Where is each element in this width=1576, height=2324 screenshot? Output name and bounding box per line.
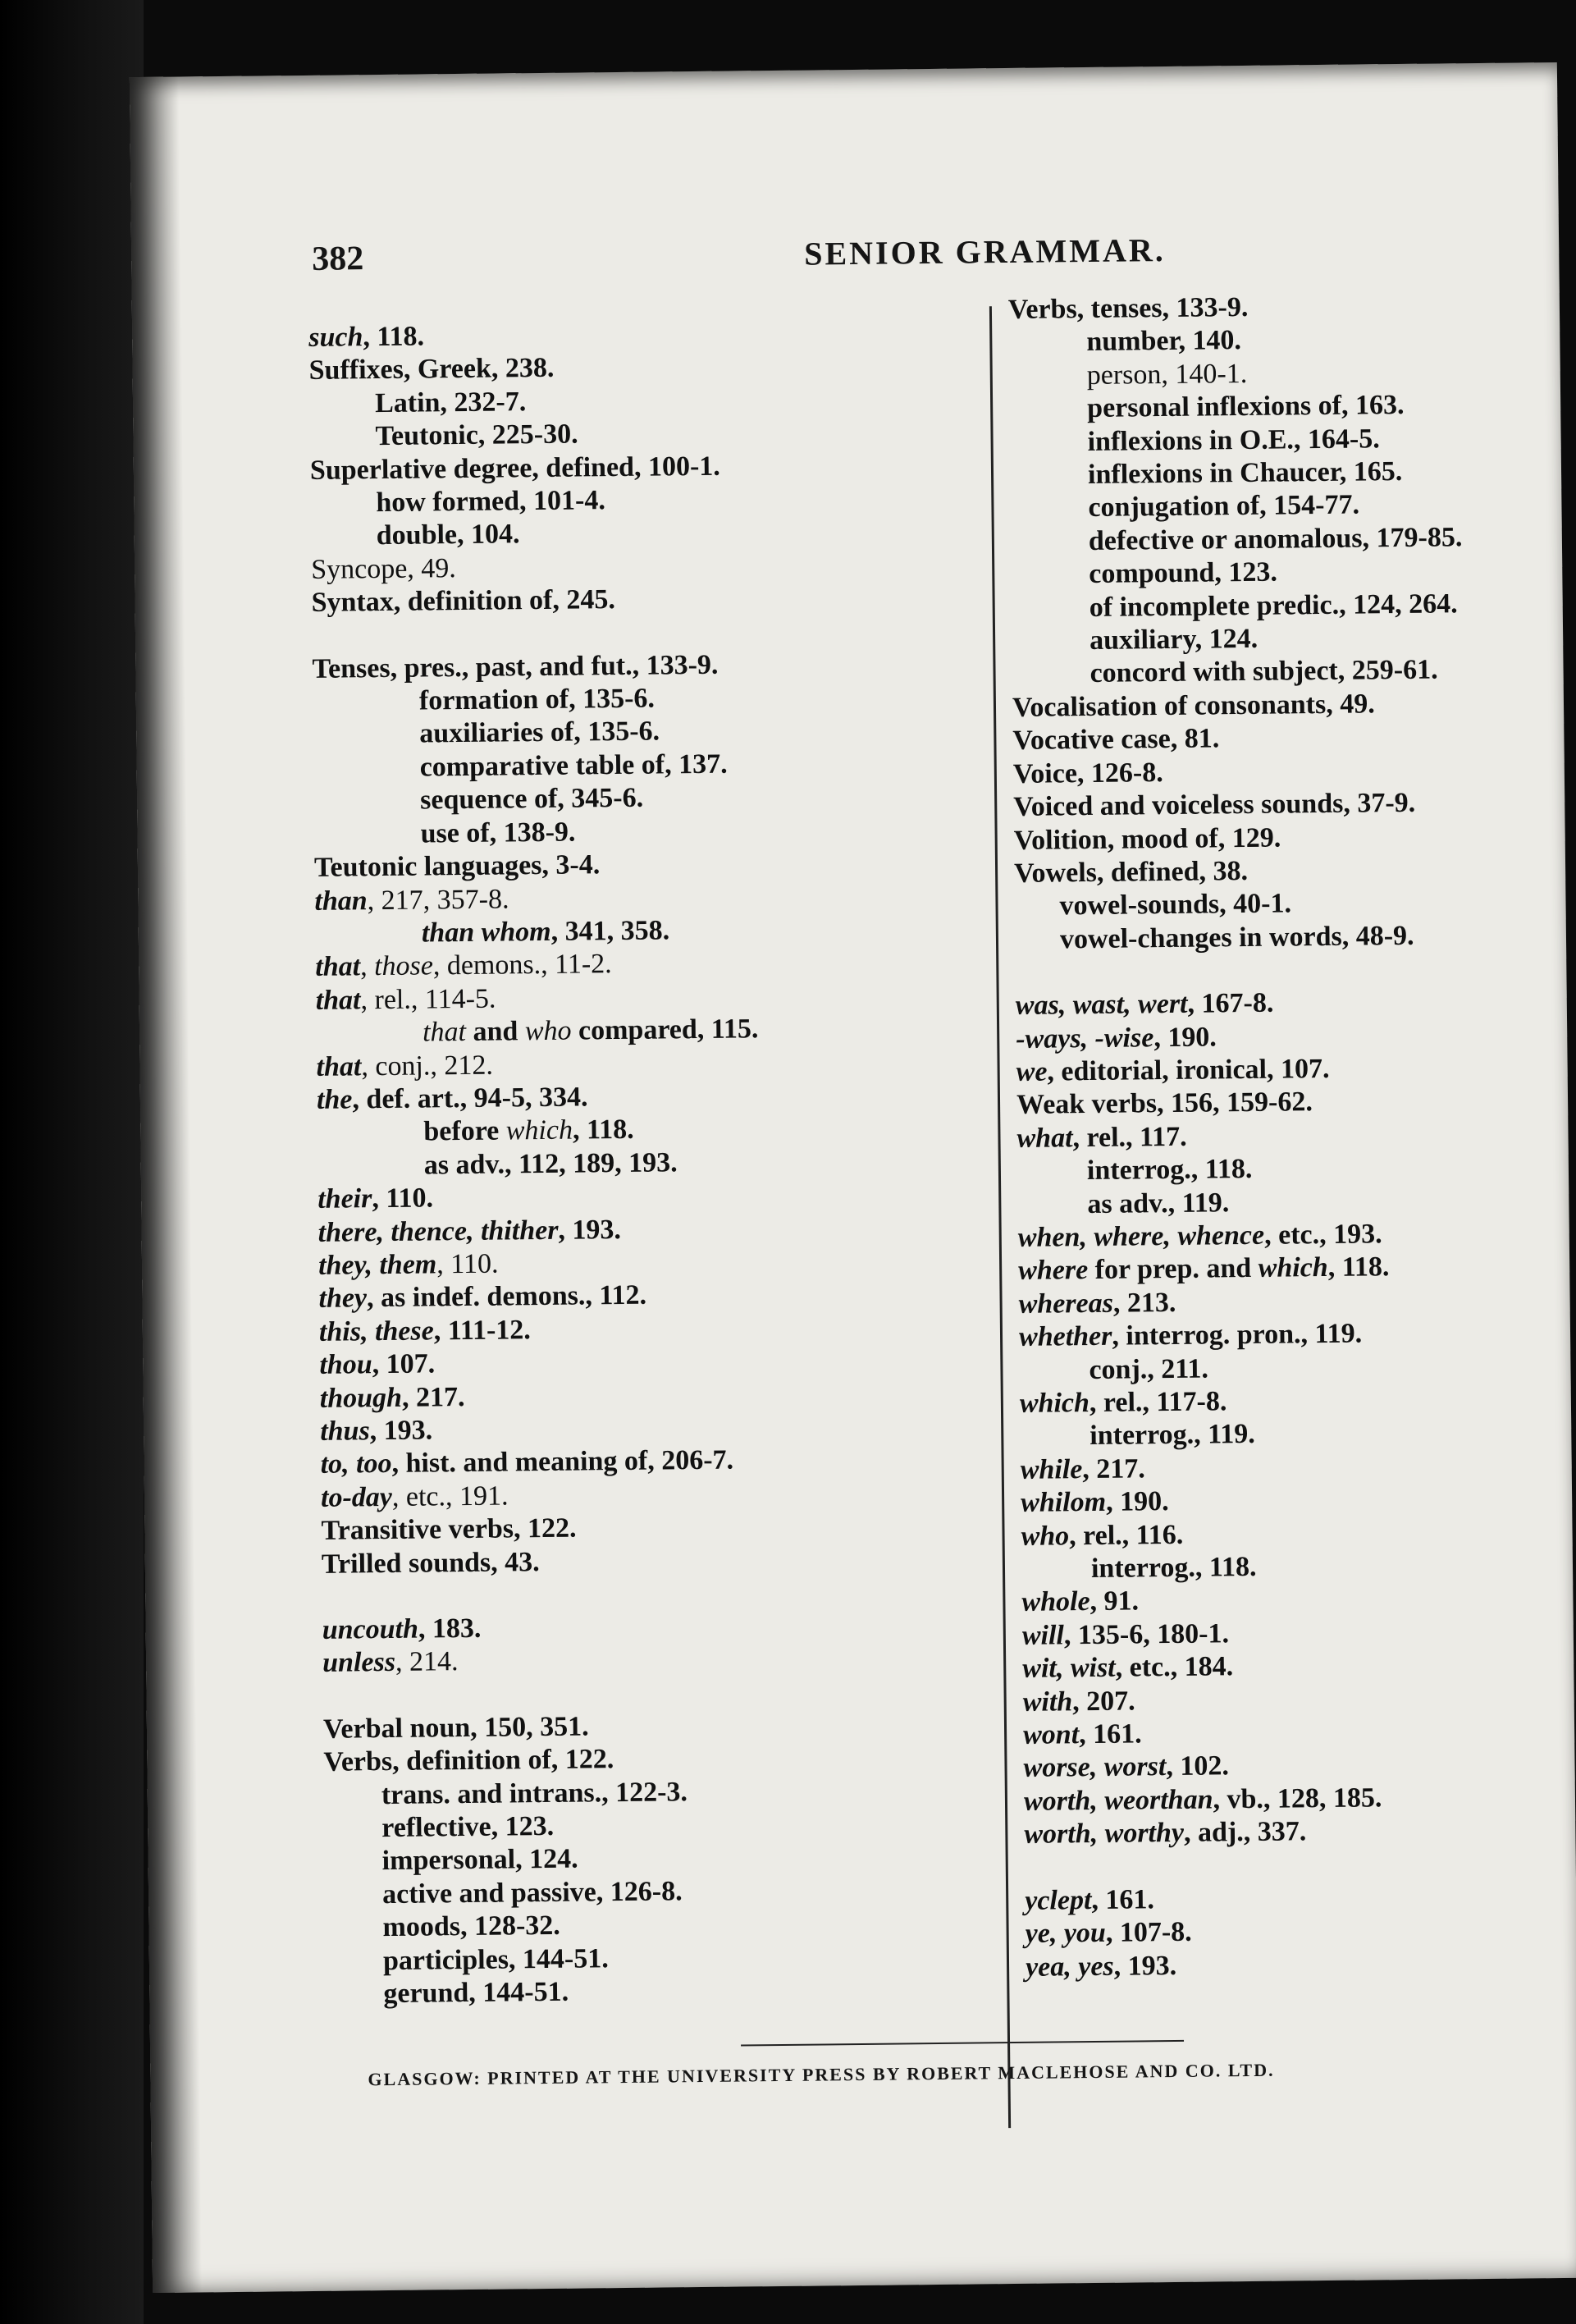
index-entry-text: ye, you	[1025, 1917, 1107, 1949]
index-entry-text: , hist. and meaning of, 206-7.	[391, 1444, 734, 1480]
index-entry-text: uncouth	[322, 1613, 419, 1645]
index-entry-text: which	[1019, 1388, 1090, 1419]
index-entry-text: , 193.	[1113, 1950, 1177, 1982]
index-entry	[1012, 719, 1576, 758]
index-entry-text: Weak verbs, 156, 159-62.	[1016, 1087, 1313, 1121]
index-entry-text: interrog., 118.	[1086, 1154, 1253, 1187]
index-entry	[1014, 818, 1576, 858]
index-entry-text: Voice, 126-8.	[1012, 757, 1163, 789]
index-entry	[1023, 1713, 1576, 1753]
index-entry-text: whole	[1021, 1586, 1090, 1618]
index-entry-text: , 161.	[1091, 1883, 1155, 1915]
index-entry	[1025, 1912, 1576, 1951]
index-entry-text: , as indef. demons., 112.	[366, 1280, 647, 1314]
index-entry	[1020, 1415, 1576, 1454]
index-entry	[1013, 785, 1576, 825]
index-entry-text: auxiliaries of, 135-6.	[419, 716, 660, 749]
index-entry-text: what	[1016, 1122, 1073, 1154]
index-entry-text: , 102.	[1166, 1750, 1230, 1782]
index-entry-text: unless	[322, 1647, 396, 1679]
index-entry-text: that	[316, 1050, 362, 1082]
index-entry-text: personal inflexions of, 163.	[1087, 390, 1405, 424]
index-entry-text: auxiliary, 124.	[1089, 623, 1259, 656]
index-entry-text: , demons., 11-2.	[432, 949, 612, 981]
index-entry-text: conjugation of, 154-77.	[1088, 489, 1360, 524]
index-entry-text: gerund, 144-51.	[383, 1976, 569, 2010]
index-entry-text: they	[318, 1283, 368, 1315]
index-entry	[326, 1971, 1015, 2011]
index-entry	[1017, 1150, 1576, 1189]
index-entry-text: impersonal, 124.	[381, 1844, 578, 1877]
index-entry-text: of incomplete predic., 124, 264.	[1089, 588, 1458, 623]
index-entry	[1021, 1581, 1576, 1620]
index-entry-text: , 190.	[1153, 1021, 1217, 1053]
index-entry	[1018, 1249, 1576, 1288]
index-entry-text: wit, wist	[1022, 1652, 1116, 1685]
index-entry-text: double, 104.	[376, 519, 520, 551]
index-entry	[1010, 454, 1576, 493]
index-entry	[1024, 1780, 1576, 1819]
index-entry-text: there, thence, thither	[317, 1215, 559, 1248]
index-entry-text: where	[1018, 1255, 1089, 1287]
index-entry-text: , 107.	[372, 1348, 436, 1380]
index-entry-text: , etc., 193.	[1263, 1219, 1382, 1251]
index-column-right	[1008, 288, 1576, 1984]
index-entry-text: this, these	[318, 1315, 434, 1347]
index-entry	[1012, 620, 1576, 659]
index-entry	[1021, 1514, 1576, 1553]
index-entry-text: , 161.	[1078, 1718, 1142, 1750]
index-entry-text: that	[315, 951, 361, 983]
index-entry-text: the	[316, 1084, 353, 1115]
printer-imprint: GLASGOW: PRINTED AT THE UNIVERSITY PRESS BY ROBERT MACLEHOSE AND CO. LTD.	[368, 2059, 1275, 2090]
index-entry	[1021, 1448, 1576, 1487]
index-entry	[1012, 586, 1576, 625]
index-entry-text: was, wast, wert	[1015, 988, 1188, 1022]
index-entry-text: Vocalisation of consonants, 49.	[1012, 689, 1375, 723]
index-entry	[1013, 752, 1576, 791]
index-entry	[1019, 1315, 1576, 1355]
index-entry-text: as adv., 112, 189, 193.	[423, 1147, 678, 1181]
index-entry-text: , 217.	[1082, 1453, 1146, 1485]
index-entry-text: how formed, 101-4.	[376, 485, 606, 519]
index-entry-text: interrog., 118.	[1090, 1551, 1257, 1585]
index-entry-text: Teutonic languages, 3-4.	[313, 849, 601, 883]
index-entry-text: concord with subject, 259-61.	[1089, 654, 1438, 689]
index-entry	[1020, 1382, 1576, 1421]
index-entry-text: ,	[359, 951, 375, 982]
index-entry-text: though	[319, 1382, 403, 1414]
index-entry-text: comparative table of, 137.	[419, 748, 728, 783]
index-entry	[1011, 520, 1576, 560]
index-entry-text: , etc., 184.	[1115, 1651, 1234, 1683]
index-entry-text: while	[1020, 1453, 1083, 1485]
index-entry-text: defective or anomalous, 179-85.	[1088, 522, 1463, 556]
index-entry-text: trans. and intrans., 122-3.	[381, 1776, 688, 1810]
index-entry-text: number, 140.	[1086, 325, 1242, 358]
index-entry	[1015, 917, 1576, 957]
index-entry-text: vowel-sounds, 40-1.	[1059, 888, 1292, 922]
index-entry-text: they, them	[317, 1249, 437, 1281]
index-entry	[1014, 885, 1576, 924]
index-entry-text: , editorial, ironical, 107.	[1047, 1053, 1330, 1087]
index-entry-text: worth, weorthan	[1023, 1784, 1213, 1817]
index-entry-text: who	[524, 1015, 572, 1047]
index-entry-text: vowel-changes in words, 48-9.	[1059, 920, 1414, 955]
index-entry-text: , 217.	[401, 1381, 465, 1413]
index-entry-text: , 167-8.	[1187, 987, 1274, 1019]
index-entry-text: and	[465, 1016, 526, 1048]
index-entry-text: Teutonic, 225-30.	[375, 419, 578, 452]
index-entry	[1014, 852, 1576, 891]
page-number: 382	[312, 240, 364, 278]
index-entry	[1018, 1282, 1576, 1321]
index-entry-text: worth, worthy	[1024, 1818, 1185, 1851]
index-entry	[1017, 1183, 1576, 1222]
index-entry	[1024, 1813, 1576, 1852]
index-entry	[1011, 553, 1576, 592]
index-entry-text: with	[1022, 1686, 1073, 1718]
index-entry-text: , 91.	[1089, 1585, 1140, 1617]
index-entry	[1016, 1017, 1576, 1056]
index-entry-text: Vowels, defined, 38.	[1013, 855, 1249, 889]
index-entry-text: thus	[320, 1416, 370, 1447]
index-entry-text: which	[505, 1114, 573, 1146]
index-entry-text: Transitive verbs, 122.	[321, 1512, 577, 1547]
index-entry-text: that	[315, 985, 361, 1016]
index-entry-text: moods, 128-32.	[382, 1910, 561, 1943]
index-entry	[1022, 1680, 1576, 1719]
index-entry-text: yea, yes	[1025, 1951, 1114, 1983]
index-entry-text: whereas	[1018, 1288, 1114, 1320]
index-entry-text: , 118.	[363, 321, 425, 353]
index-entry-text: , etc., 191.	[391, 1480, 509, 1512]
index-entry-text: Syntax, definition of, 245.	[311, 584, 616, 619]
index-entry-text: worse, worst	[1023, 1751, 1167, 1784]
index-column-left	[308, 314, 1016, 2011]
index-entry	[1008, 321, 1574, 360]
index-entry-text: formation of, 135-6.	[418, 683, 656, 716]
index-entry-text: whilom	[1020, 1487, 1107, 1519]
index-entry-text: wont	[1022, 1719, 1080, 1750]
index-entry-text: will	[1021, 1620, 1065, 1651]
index-entry-text: which	[1258, 1252, 1328, 1284]
index-entry-text: , 193.	[558, 1214, 622, 1246]
index-entry-text: , rel., 116.	[1068, 1519, 1184, 1551]
index-entry	[1019, 1348, 1576, 1388]
index-entry-text: , rel., 117-8.	[1089, 1386, 1227, 1419]
index-entry-text: , adj., 337.	[1183, 1816, 1307, 1849]
index-entry	[1016, 984, 1576, 1023]
index-entry-text: , 341, 358.	[550, 915, 670, 947]
index-entry	[1012, 652, 1576, 692]
index-entry	[1008, 288, 1574, 327]
index-entry-text: conj., 211.	[1089, 1353, 1209, 1385]
index-entry	[1016, 1050, 1576, 1090]
index-entry-text: Tenses, pres., past, and fut., 133-9.	[312, 649, 719, 684]
index-entry-text: , 110.	[372, 1183, 434, 1215]
index-entry-text: , 207.	[1071, 1686, 1135, 1717]
index-entry-text: , 217, 357-8.	[367, 883, 509, 916]
index-entry-text: , 214.	[395, 1646, 459, 1678]
footer-rule	[741, 2040, 1184, 2047]
index-entry-text: that	[422, 1017, 467, 1048]
index-entry-text: Superlative degree, defined, 100-1.	[309, 451, 720, 486]
index-entry	[1021, 1481, 1576, 1521]
book-page	[130, 62, 1576, 2293]
index-entry-text: , 111-12.	[433, 1314, 532, 1347]
index-entry-text: Verbs, definition of, 122.	[323, 1744, 614, 1778]
index-entry	[1026, 1945, 1576, 1984]
index-entry-text: to-day	[320, 1481, 393, 1513]
index-spacer	[1025, 1846, 1576, 1884]
microfilm-border	[0, 0, 144, 2324]
index-entry-text: , rel., 114-5.	[360, 983, 496, 1016]
index-entry-text: , def. art., 94-5, 334.	[352, 1082, 588, 1115]
index-entry-text: , 107-8.	[1105, 1916, 1192, 1948]
index-entry-text: Suffixes, Greek, 238.	[308, 353, 555, 387]
index-entry-text: as adv., 119.	[1087, 1187, 1230, 1219]
index-entry-text: for prep. and	[1088, 1253, 1259, 1286]
index-entry-text: Vocative case, 81.	[1012, 723, 1220, 757]
running-title: SENIOR GRAMMAR.	[803, 231, 1166, 272]
index-entry-text: active and passive, 126-8.	[381, 1876, 683, 1910]
index-entry-text: , interrog. pron., 119.	[1112, 1318, 1363, 1352]
index-entry-text: , conj., 212.	[361, 1050, 494, 1082]
index-entry	[1016, 1083, 1576, 1123]
index-entry-text: such	[308, 322, 363, 353]
index-entry-text: Latin, 232-7.	[374, 386, 527, 419]
index-entry-text: -ways, -wise	[1016, 1022, 1154, 1054]
index-entry-text: participles, 144-51.	[382, 1942, 609, 1976]
index-entry-text: Syncope, 49.	[311, 552, 456, 585]
index-entry	[1025, 1878, 1576, 1918]
index-entry-text: yclept	[1025, 1884, 1092, 1916]
index-entry-text: compound, 123.	[1089, 556, 1278, 590]
index-entry-text: , 190.	[1105, 1486, 1169, 1518]
index-entry-text: we	[1016, 1056, 1048, 1087]
index-entry-text: Trilled sounds, 43.	[321, 1546, 540, 1580]
index-entry	[1022, 1647, 1576, 1686]
index-entry	[1022, 1614, 1576, 1654]
index-entry-text: , 213.	[1112, 1287, 1176, 1319]
index-entry-text: , 118.	[1327, 1251, 1390, 1283]
index-entry-text: , vb., 128, 185.	[1213, 1782, 1382, 1815]
index-entry	[1018, 1216, 1576, 1256]
index-entry-text: Verbal noun, 150, 351.	[322, 1711, 589, 1745]
index-entry-text: use of, 138-9.	[420, 817, 576, 849]
index-entry-text: , 193.	[369, 1415, 433, 1447]
index-entry-text: , rel., 117.	[1072, 1121, 1187, 1153]
index-entry-text: person, 140-1.	[1086, 358, 1248, 391]
index-entry	[1010, 487, 1576, 526]
index-entry	[1012, 686, 1576, 725]
index-entry-text: thou	[319, 1349, 372, 1381]
index-entry-text: Verbs, tenses, 133-9.	[1007, 291, 1249, 325]
index-entry-text: interrog., 119.	[1089, 1419, 1255, 1452]
index-entry-text: inflexions in Chaucer, 165.	[1087, 455, 1403, 491]
index-entry-text: , 183.	[418, 1613, 482, 1645]
index-entry-text: compared, 115.	[571, 1013, 759, 1046]
index-entry-text: before	[423, 1115, 506, 1147]
index-entry-text: Voiced and voiceless sounds, 37-9.	[1013, 787, 1416, 823]
index-entry-text: who	[1021, 1520, 1070, 1552]
index-entry	[1021, 1548, 1576, 1587]
index-entry-text: , 135-6, 180-1.	[1063, 1618, 1230, 1651]
index-entry-text: reflective, 123.	[381, 1810, 555, 1844]
index-entry-text: , 110.	[436, 1248, 499, 1280]
index-entry-text: those	[373, 950, 434, 982]
index-entry	[1023, 1746, 1576, 1786]
index-entry-text: than	[314, 885, 368, 917]
index-entry-text: to, too	[320, 1448, 392, 1480]
index-entry-text: whether	[1018, 1320, 1112, 1353]
index-entry-text: inflexions in O.E., 164-5.	[1087, 423, 1380, 457]
index-entry-text: , 118.	[572, 1114, 634, 1146]
index-entry-text: than whom	[421, 916, 551, 949]
index-entry-text: their	[317, 1183, 372, 1215]
index-entry	[1016, 1116, 1576, 1155]
index-entry-text: Volition, mood of, 129.	[1013, 822, 1281, 856]
index-entry-text: sequence of, 345-6.	[419, 782, 644, 816]
index-spacer	[1015, 951, 1576, 990]
index-entry-text: when, where, whence	[1017, 1219, 1265, 1253]
